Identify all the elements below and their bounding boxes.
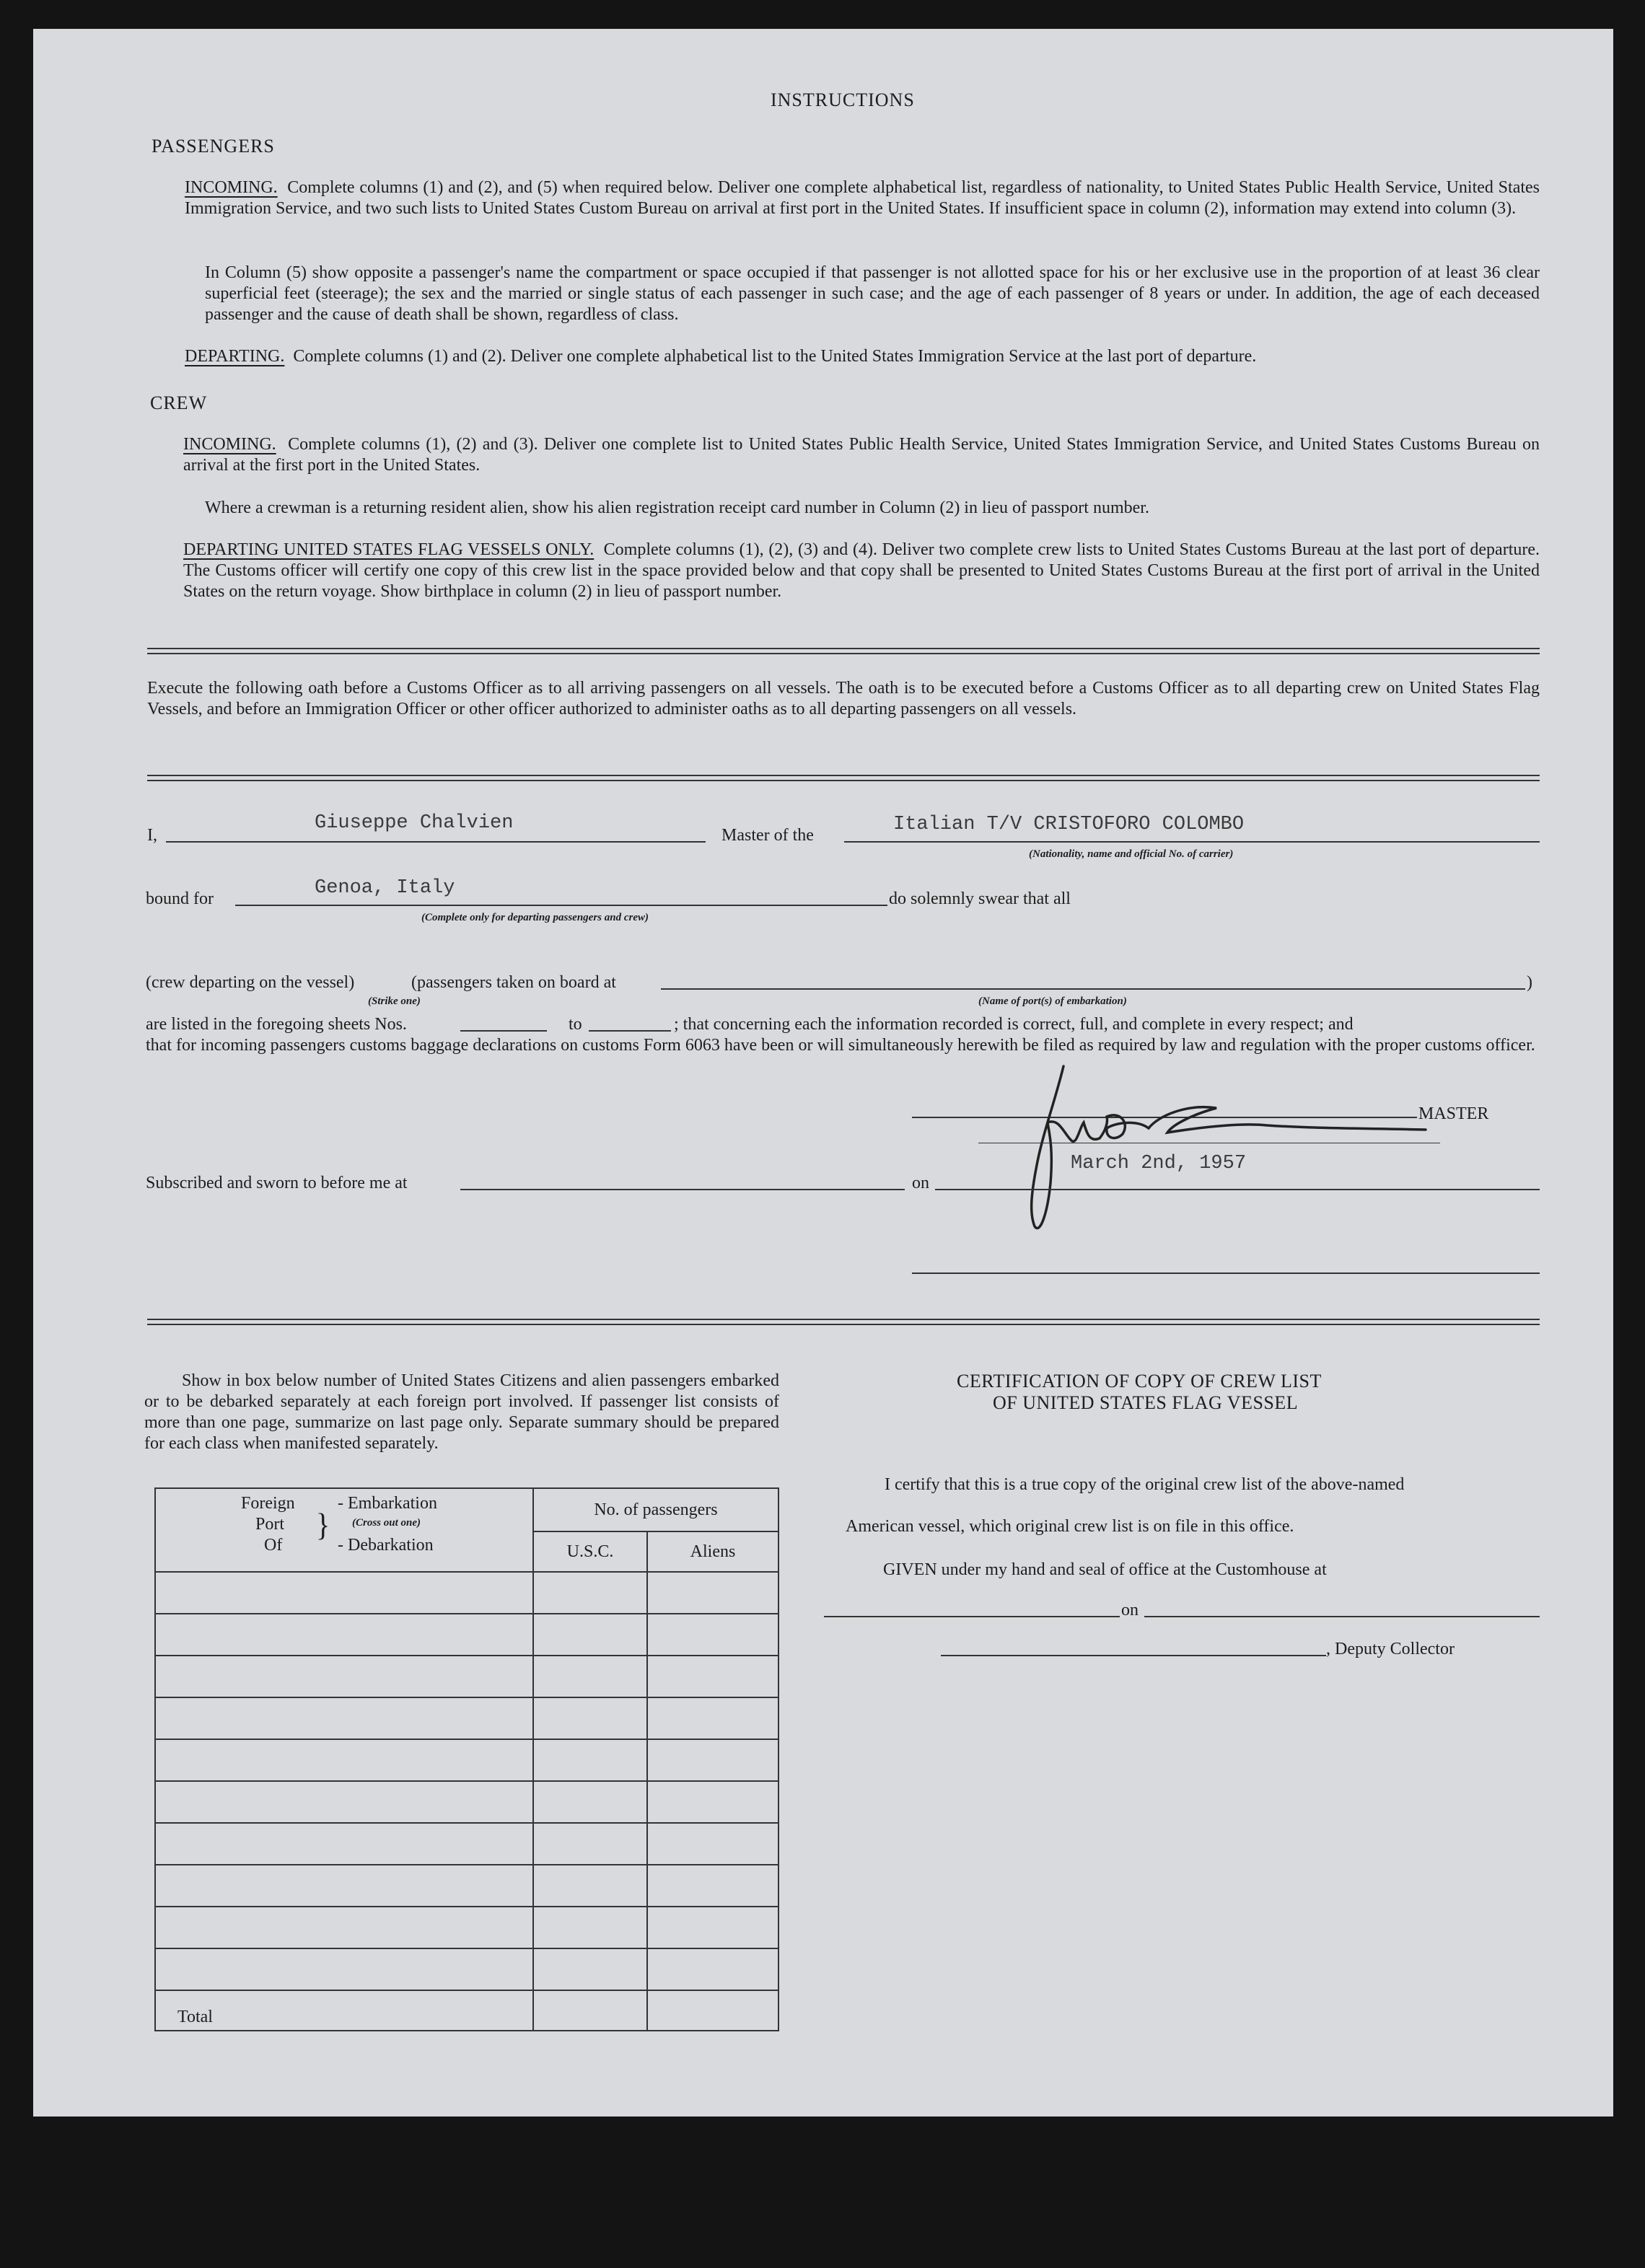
no-passengers-header: No. of passengers	[533, 1488, 778, 1531]
master-label: MASTER	[1418, 1104, 1489, 1123]
aliens-cell[interactable]	[647, 1948, 778, 1990]
foreign-label: Foreign	[241, 1494, 295, 1513]
oath-intro: Execute the following oath before a Customs Officer as to all arriving passengers on all vessels. The oath is to be executed before a Customs Officer as to all departing crew on United States Flag Vessels, and before an Immigration Officer or other officer authorized to administer oaths as to all departing passengers on all vessels.	[147, 679, 1540, 718]
crew-incoming-text: Complete columns (1), (2) and (3). Deliver one complete list to United States Public Health Service, United States Immigration Service, and United States Customs Bureau on arrival at the first port in the United States.	[183, 435, 1540, 475]
close-paren: )	[1527, 973, 1532, 992]
passengers-departing-text: Complete columns (1) and (2). Deliver one complete alphabetical list to the United States Immigration Service at the last port of departure.	[293, 347, 1257, 366]
listed-statement: ; that concerning each the information recorded is correct, full, and complete in every respect; and	[674, 1015, 1354, 1034]
crew-incoming-instruction	[183, 434, 1540, 476]
usc-cell[interactable]	[533, 1697, 647, 1739]
aliens-cell[interactable]	[647, 1823, 778, 1865]
instructions-title: INSTRUCTIONS	[771, 89, 915, 110]
table-row	[155, 1614, 778, 1656]
listed-statement-rest: that for incoming passengers customs baggage declarations on customs Form 6063 have been or will simultaneously herewith be filed as required by law and regulation with the proper customs officer.	[146, 1036, 1535, 1055]
crew-departing-option: (crew departing on the vessel)	[146, 973, 355, 992]
certification-date-line	[1144, 1616, 1540, 1617]
port-cell[interactable]	[155, 1614, 533, 1656]
sworn-place-line	[460, 1189, 905, 1190]
port-label: Port	[255, 1515, 285, 1534]
aliens-cell[interactable]	[647, 1907, 778, 1948]
table-row	[155, 1697, 778, 1739]
table-row	[155, 1656, 778, 1697]
port-cell[interactable]	[155, 1823, 533, 1865]
passengers-departing-instruction	[185, 346, 1540, 367]
certification-title-line1: CERTIFICATION OF COPY OF CREW LIST	[957, 1371, 1322, 1392]
destination-field[interactable]: Genoa, Italy	[315, 877, 455, 899]
port-cell[interactable]	[155, 1948, 533, 1990]
form-page	[33, 29, 1613, 2117]
port-cell[interactable]	[155, 1656, 533, 1697]
table-row	[155, 1739, 778, 1781]
usc-cell[interactable]	[533, 1739, 647, 1781]
section-divider	[147, 648, 1540, 654]
debarkation-label: - Debarkation	[338, 1536, 434, 1555]
aliens-cell[interactable]	[647, 1572, 778, 1614]
aliens-cell[interactable]	[647, 1865, 778, 1907]
passengers-incoming-instruction	[185, 177, 1540, 219]
port-cell[interactable]	[155, 1781, 533, 1823]
crew-departing-text: Complete columns (1), (2), (3) and (4). Deliver two complete crew lists to United States Customs Bureau at the last port of departure. The Customs officer will certify one copy of this crew list in the space provided below and that copy shall be presented to United States Customs Bureau at the first port of arrival in the United States on the return voyage. Show birthplace in column (2) in lieu of passport number.	[183, 540, 1540, 601]
officer-signature-line	[912, 1273, 1540, 1274]
table-row	[155, 1948, 778, 1990]
listed-sheets-label: are listed in the foregoing sheets Nos.	[146, 1015, 407, 1034]
sworn-date-field[interactable]: March 2nd, 1957	[1071, 1153, 1247, 1174]
table-row	[155, 1823, 778, 1865]
passengers-taken-option: (passengers taken on board at	[411, 973, 616, 992]
section-divider	[147, 1319, 1540, 1325]
of-label: Of	[264, 1536, 283, 1555]
usc-cell[interactable]	[533, 1656, 647, 1697]
section-divider	[147, 775, 1540, 781]
strike-caption: (Strike one)	[368, 995, 421, 1007]
bound-caption: (Complete only for departing passengers and crew)	[421, 912, 649, 923]
certification-line2: American vessel, which original crew list is on file in this office.	[846, 1517, 1294, 1536]
master-name-field[interactable]: Giuseppe Chalvien	[315, 812, 514, 834]
brace-glyph: }	[316, 1506, 330, 1543]
port-cell[interactable]	[155, 1697, 533, 1739]
table-row	[155, 1781, 778, 1823]
deputy-collector-label: , Deputy Collector	[1326, 1640, 1455, 1658]
table-row	[155, 1865, 778, 1907]
customhouse-line	[824, 1616, 1120, 1617]
aliens-cell[interactable]	[647, 1656, 778, 1697]
port-cell[interactable]	[155, 1865, 533, 1907]
master-name-line	[166, 841, 706, 843]
total-row	[155, 1990, 778, 2031]
aliens-cell[interactable]	[647, 1614, 778, 1656]
passenger-summary-table	[154, 1487, 779, 2031]
master-of-label: Master of the	[721, 826, 814, 845]
table-row	[155, 1907, 778, 1948]
passengers-incoming-text: Complete columns (1) and (2), and (5) when required below. Deliver one complete alphabetical list, regardless of nationality, to United States Public Health Service, United States Immigration Service, and two such lists to United States Custom Bureau on arrival at first port in the United States. If insufficient space in column (2), information may extend into column (3).	[185, 178, 1540, 218]
ports-caption: (Name of port(s) of embarkation)	[978, 995, 1127, 1007]
port-header-cell	[155, 1488, 533, 1572]
port-cell[interactable]	[155, 1739, 533, 1781]
usc-cell[interactable]	[533, 1823, 647, 1865]
vessel-caption: (Nationality, name and official No. of carrier)	[1029, 848, 1234, 860]
port-cell[interactable]	[155, 1572, 533, 1614]
sworn-on-label: on	[912, 1174, 929, 1192]
crew-departing-lead: DEPARTING UNITED STATES FLAG VESSELS ONLY.	[183, 540, 595, 559]
aliens-cell[interactable]	[647, 1781, 778, 1823]
usc-cell[interactable]	[533, 1572, 647, 1614]
vessel-field[interactable]: Italian T/V CRISTOFORO COLOMBO	[893, 814, 1245, 835]
subscribed-label: Subscribed and sworn to before me at	[146, 1174, 408, 1192]
usc-cell[interactable]	[533, 1781, 647, 1823]
summary-instructions: Show in box below number of United States Citizens and alien passengers embarked or to be debarked separately at each foreign port involved. If passenger list consists of more than one page, summarize on last page only. Separate summary should be prepared for each class when manifested separately.	[144, 1371, 779, 1453]
sheet-from-line	[460, 1030, 547, 1032]
aliens-cell[interactable]	[647, 1739, 778, 1781]
oath-i-label: I,	[147, 826, 157, 845]
crew-incoming-lead: INCOMING.	[183, 435, 276, 454]
embarkation-ports-line	[661, 988, 1525, 990]
total-label: Total	[155, 1990, 533, 2031]
embarkation-label: - Embarkation	[338, 1494, 437, 1513]
crew-heading: CREW	[150, 392, 208, 413]
listed-to-label: to	[569, 1015, 582, 1034]
aliens-header: Aliens	[647, 1531, 778, 1572]
passengers-departing-lead: DEPARTING.	[185, 347, 285, 366]
crew-resident-alien-text: Where a crewman is a returning resident alien, show his alien registration receipt card number in Column (2) in lieu of passport number.	[205, 498, 1149, 517]
passengers-column5-text: In Column (5) show opposite a passenger's name the compartment or space occupied if that passenger is not allotted space for his or her exclusive use in the proportion of at least 36 clear superficial feet (steerage); the sex and the married or single status of each passenger in such case; and the age of each passenger of 8 years or under. In addition, the age of each deceased passenger and the cause of death shall be shown, regardless of class.	[205, 263, 1540, 324]
sworn-date-line	[935, 1189, 1540, 1190]
total-aliens-cell[interactable]	[647, 1990, 778, 2031]
table-row	[155, 1572, 778, 1614]
certification-line1: I certify that this is a true copy of the original crew list of the above-named	[885, 1475, 1405, 1494]
port-cell[interactable]	[155, 1907, 533, 1948]
passengers-incoming-lead: INCOMING.	[185, 178, 278, 197]
certification-title-line2: OF UNITED STATES FLAG VESSEL	[993, 1392, 1299, 1413]
cross-out-caption: (Cross out one)	[352, 1517, 421, 1529]
master-signature	[978, 1053, 1498, 1241]
vessel-line	[844, 841, 1540, 843]
certification-on-label: on	[1121, 1601, 1139, 1619]
destination-line	[235, 905, 887, 906]
usc-header: U.S.C.	[533, 1531, 647, 1572]
passengers-heading: PASSENGERS	[152, 136, 275, 157]
swear-text: do solemnly swear that all	[889, 889, 1071, 908]
aliens-cell[interactable]	[647, 1697, 778, 1739]
usc-cell[interactable]	[533, 1907, 647, 1948]
usc-cell[interactable]	[533, 1948, 647, 1990]
certification-line3: GIVEN under my hand and seal of office at the Customhouse at	[883, 1560, 1327, 1579]
usc-cell[interactable]	[533, 1865, 647, 1907]
total-usc-cell[interactable]	[533, 1990, 647, 2031]
bound-for-label: bound for	[146, 889, 214, 908]
sheet-to-line	[589, 1030, 671, 1032]
usc-cell[interactable]	[533, 1614, 647, 1656]
deputy-signature-line	[941, 1655, 1326, 1656]
crew-departing-instruction	[183, 540, 1540, 602]
